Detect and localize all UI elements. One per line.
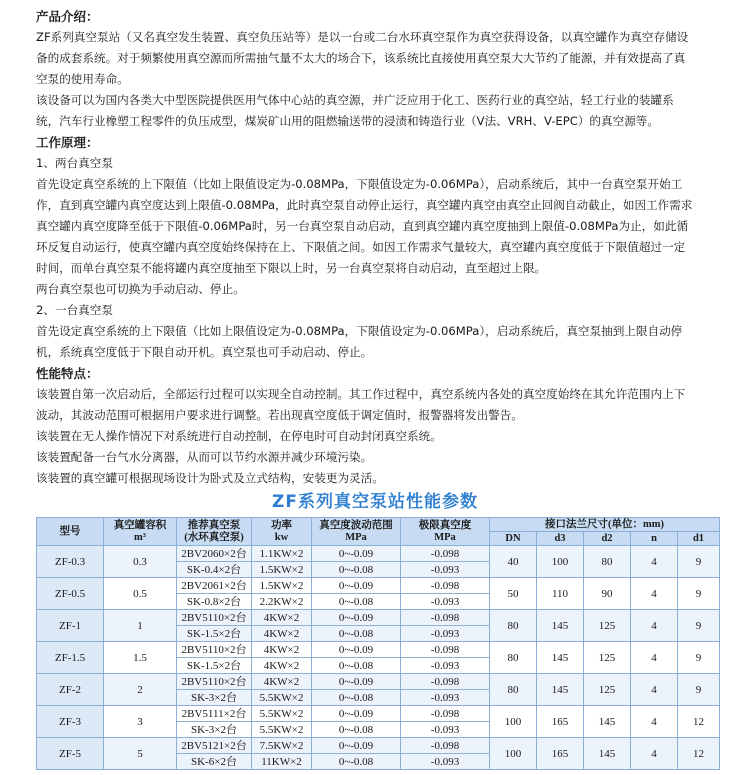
cell-d1: 9 <box>678 674 720 706</box>
cell-d1: 12 <box>678 706 720 738</box>
header-d1: d1 <box>678 532 720 546</box>
cell-dn: 100 <box>490 706 537 738</box>
cell-pump: 2BV5111×2台 <box>177 706 252 722</box>
cell-n: 4 <box>631 738 678 770</box>
cell-range: 0~-0.09 <box>312 738 401 754</box>
cell-pump: SK-1.5×2台 <box>177 626 252 642</box>
features-body <box>36 384 726 489</box>
cell-limit: -0.098 <box>401 642 490 658</box>
principle-line: 作，直到真空罐内真空度达到上限值-0.08MPa，此时真空泵自动停止运行，真空罐内真空由真空止回阀自动截止，如因工作需求 <box>36 198 693 212</box>
cell-d3: 145 <box>537 610 584 642</box>
cell-model: ZF-3 <box>37 706 104 738</box>
cell-pump: 2BV2061×2台 <box>177 578 252 594</box>
cell-dn: 80 <box>490 674 537 706</box>
cell-limit: -0.093 <box>401 562 490 578</box>
cell-range: 0~-0.08 <box>312 722 401 738</box>
cell-d3: 100 <box>537 546 584 578</box>
cell-dn: 80 <box>490 642 537 674</box>
cell-n: 4 <box>631 610 678 642</box>
cell-range: 0~-0.08 <box>312 754 401 770</box>
header-limit: 极限真空度 MPa <box>401 518 490 546</box>
cell-range: 0~-0.09 <box>312 546 401 562</box>
principle-line: 真空罐内真空度降至低于下限值-0.06MPa时，另一台真空泵自动启动，直到真空罐内真空度抽到上限值-0.08MPa为止，如此循 <box>36 219 689 233</box>
cell-limit: -0.098 <box>401 546 490 562</box>
cell-d1: 9 <box>678 546 720 578</box>
cell-limit: -0.093 <box>401 754 490 770</box>
cell-d1: 9 <box>678 610 720 642</box>
cell-d1: 9 <box>678 578 720 610</box>
cell-pump: SK-1.5×2台 <box>177 658 252 674</box>
cell-model: ZF-0.5 <box>37 578 104 610</box>
cell-n: 4 <box>631 546 678 578</box>
table-header-row <box>37 518 720 532</box>
intro-line: 空泵的使用寿命。 <box>36 72 129 86</box>
cell-tank: 5 <box>104 738 177 770</box>
cell-power: 2.2KW×2 <box>252 594 312 610</box>
cell-limit: -0.093 <box>401 658 490 674</box>
cell-power: 11KW×2 <box>252 754 312 770</box>
cell-limit: -0.093 <box>401 594 490 610</box>
cell-power: 4KW×2 <box>252 642 312 658</box>
principle-body <box>36 153 726 363</box>
feature-line: 该装置的真空罐可根据现场设计为卧式及立式结构，安装更为灵活。 <box>36 471 384 485</box>
table-row <box>37 674 720 690</box>
cell-d2: 125 <box>584 642 631 674</box>
cell-tank: 0.3 <box>104 546 177 578</box>
cell-pump: 2BV2060×2台 <box>177 546 252 562</box>
cell-n: 4 <box>631 674 678 706</box>
cell-range: 0~-0.09 <box>312 610 401 626</box>
intro-line: ZF系列真空泵站（又名真空发生装置、真空负压站等）是以一台或二台水环真空泵作为真空获得设备，以真空罐作为真空存储设 <box>36 30 689 44</box>
cell-power: 7.5KW×2 <box>252 738 312 754</box>
cell-pump: SK-3×2台 <box>177 722 252 738</box>
principle-line: 时间，而单台真空泵不能将罐内真空度抽至下限以上时，另一台真空泵将自动启动，直至超过上限。 <box>36 261 547 275</box>
cell-limit: -0.098 <box>401 610 490 626</box>
cell-d2: 90 <box>584 578 631 610</box>
cell-model: ZF-0.3 <box>37 546 104 578</box>
cell-power: 5.5KW×2 <box>252 722 312 738</box>
cell-d3: 145 <box>537 674 584 706</box>
cell-limit: -0.093 <box>401 690 490 706</box>
principle-line: 首先设定真空系统的上下限值（比如上限值设定为-0.08MPa，下限值设定为-0.06MPa），启动系统后，其中一台真空泵开始工 <box>36 177 683 191</box>
intro-line: 该设备可以为国内各类大中型医院提供医用气体中心站的真空源，并广泛应用于化工、医药行业的真空站，轻工行业的装罐系 <box>36 93 674 107</box>
cell-model: ZF-1 <box>37 610 104 642</box>
cell-limit: -0.098 <box>401 738 490 754</box>
cell-power: 1.5KW×2 <box>252 562 312 578</box>
cell-n: 4 <box>631 642 678 674</box>
cell-d3: 145 <box>537 642 584 674</box>
cell-tank: 3 <box>104 706 177 738</box>
intro-line: 备的成套系统。对于频繁使用真空源而所需抽气量不太大的场合下，该系统比直接使用真空泵大大节约了能源，并有效提高了真 <box>36 51 686 65</box>
cell-range: 0~-0.09 <box>312 642 401 658</box>
cell-d1: 12 <box>678 738 720 770</box>
header-pump: 推荐真空泵 (水环真空泵) <box>177 518 252 546</box>
feature-line: 该装置自第一次启动后，全部运行过程可以实现全自动控制。其工作过程中，真空系统内各处的真空度始终在其允许范围内上下 <box>36 387 686 401</box>
header-model: 型号 <box>37 518 104 546</box>
cell-range: 0~-0.08 <box>312 690 401 706</box>
principle-heading: 工作原理： <box>36 135 99 150</box>
cell-pump: 2BV5110×2台 <box>177 674 252 690</box>
principle-line: 首先设定真空系统的上下限值（比如上限值设定为-0.08MPa，下限值设定为-0.06MPa），启动系统后，真空泵抽到上限自动停 <box>36 324 683 338</box>
cell-d3: 165 <box>537 738 584 770</box>
cell-power: 4KW×2 <box>252 610 312 626</box>
principle-line: 2、一台真空泵 <box>36 303 113 317</box>
cell-pump: SK-0.8×2台 <box>177 594 252 610</box>
principle-line: 环反复自动运行，使真空罐内真空度始终保持在上、下限值之间。如因工作需求气量较大，真空罐内真空度低于下限值超过一定 <box>36 240 686 254</box>
cell-d2: 125 <box>584 674 631 706</box>
cell-pump: 2BV5121×2台 <box>177 738 252 754</box>
cell-power: 4KW×2 <box>252 626 312 642</box>
header-d2: d2 <box>584 532 631 546</box>
cell-range: 0~-0.08 <box>312 594 401 610</box>
cell-d2: 145 <box>584 738 631 770</box>
cell-range: 0~-0.08 <box>312 562 401 578</box>
feature-line: 该装置在无人操作情况下对系统进行自动控制，在停电时可自动封闭真空系统。 <box>36 429 442 443</box>
cell-n: 4 <box>631 578 678 610</box>
cell-dn: 40 <box>490 546 537 578</box>
cell-power: 4KW×2 <box>252 658 312 674</box>
header-n: n <box>631 532 678 546</box>
table-row <box>37 642 720 658</box>
cell-pump: 2BV5110×2台 <box>177 642 252 658</box>
table-row <box>37 610 720 626</box>
principle-line: 机，系统真空度低于下限自动开机。真空泵也可手动启动、停止。 <box>36 345 373 359</box>
cell-d2: 125 <box>584 610 631 642</box>
cell-model: ZF-1.5 <box>37 642 104 674</box>
cell-power: 4KW×2 <box>252 674 312 690</box>
intro-heading: 产品介绍： <box>36 9 99 24</box>
cell-power: 1.5KW×2 <box>252 578 312 594</box>
cell-range: 0~-0.08 <box>312 658 401 674</box>
header-dn: DN <box>490 532 537 546</box>
cell-tank: 0.5 <box>104 578 177 610</box>
cell-power: 5.5KW×2 <box>252 690 312 706</box>
article-text <box>36 6 726 489</box>
cell-d2: 145 <box>584 706 631 738</box>
cell-limit: -0.098 <box>401 674 490 690</box>
table-row <box>37 706 720 722</box>
header-tank: 真空罐容积 m³ <box>104 518 177 546</box>
cell-model: ZF-2 <box>37 674 104 706</box>
cell-n: 4 <box>631 706 678 738</box>
cell-range: 0~-0.09 <box>312 578 401 594</box>
header-d3: d3 <box>537 532 584 546</box>
table-row <box>37 738 720 754</box>
intro-body <box>36 27 726 132</box>
cell-dn: 50 <box>490 578 537 610</box>
cell-pump: 2BV5110×2台 <box>177 610 252 626</box>
cell-model: ZF-5 <box>37 738 104 770</box>
cell-limit: -0.093 <box>401 626 490 642</box>
cell-pump: SK-0.4×2台 <box>177 562 252 578</box>
cell-range: 0~-0.09 <box>312 706 401 722</box>
spec-table <box>36 517 720 770</box>
table-row <box>37 546 720 562</box>
cell-d1: 9 <box>678 642 720 674</box>
cell-range: 0~-0.09 <box>312 674 401 690</box>
cell-d2: 80 <box>584 546 631 578</box>
cell-tank: 2 <box>104 674 177 706</box>
table-title: ZF系列真空泵站性能参数 <box>272 492 478 512</box>
header-range: 真空度波动范围 MPa <box>312 518 401 546</box>
cell-dn: 100 <box>490 738 537 770</box>
header-power: 功率 kw <box>252 518 312 546</box>
principle-line: 1、两台真空泵 <box>36 156 113 170</box>
feature-line: 波动，其波动范围可根据用户要求进行调整。若出现真空度低于调定值时，报警器将发出警告。 <box>36 408 523 422</box>
cell-limit: -0.098 <box>401 578 490 594</box>
feature-line: 该装置配备一台气水分离器，从而可以节约水源并减少环境污染。 <box>36 450 373 464</box>
principle-line: 两台真空泵也可切换为手动启动、停止。 <box>36 282 245 296</box>
features-heading: 性能特点： <box>36 366 99 381</box>
cell-pump: SK-6×2台 <box>177 754 252 770</box>
header-flange: 接口法兰尺寸(单位：mm) <box>490 518 720 532</box>
cell-tank: 1.5 <box>104 642 177 674</box>
cell-tank: 1 <box>104 610 177 642</box>
cell-dn: 80 <box>490 610 537 642</box>
cell-pump: SK-3×2台 <box>177 690 252 706</box>
cell-limit: -0.093 <box>401 722 490 738</box>
cell-power: 5.5KW×2 <box>252 706 312 722</box>
cell-range: 0~-0.08 <box>312 626 401 642</box>
intro-line: 统，汽车行业橡塑工程零件的负压成型，煤炭矿山用的阻燃输送带的浸渍和铸造行业（V法、VRH、V-EPC）的真空源等。 <box>36 114 659 128</box>
table-body <box>37 546 720 770</box>
cell-d3: 165 <box>537 706 584 738</box>
cell-power: 1.1KW×2 <box>252 546 312 562</box>
cell-d3: 110 <box>537 578 584 610</box>
table-row <box>37 578 720 594</box>
cell-limit: -0.098 <box>401 706 490 722</box>
